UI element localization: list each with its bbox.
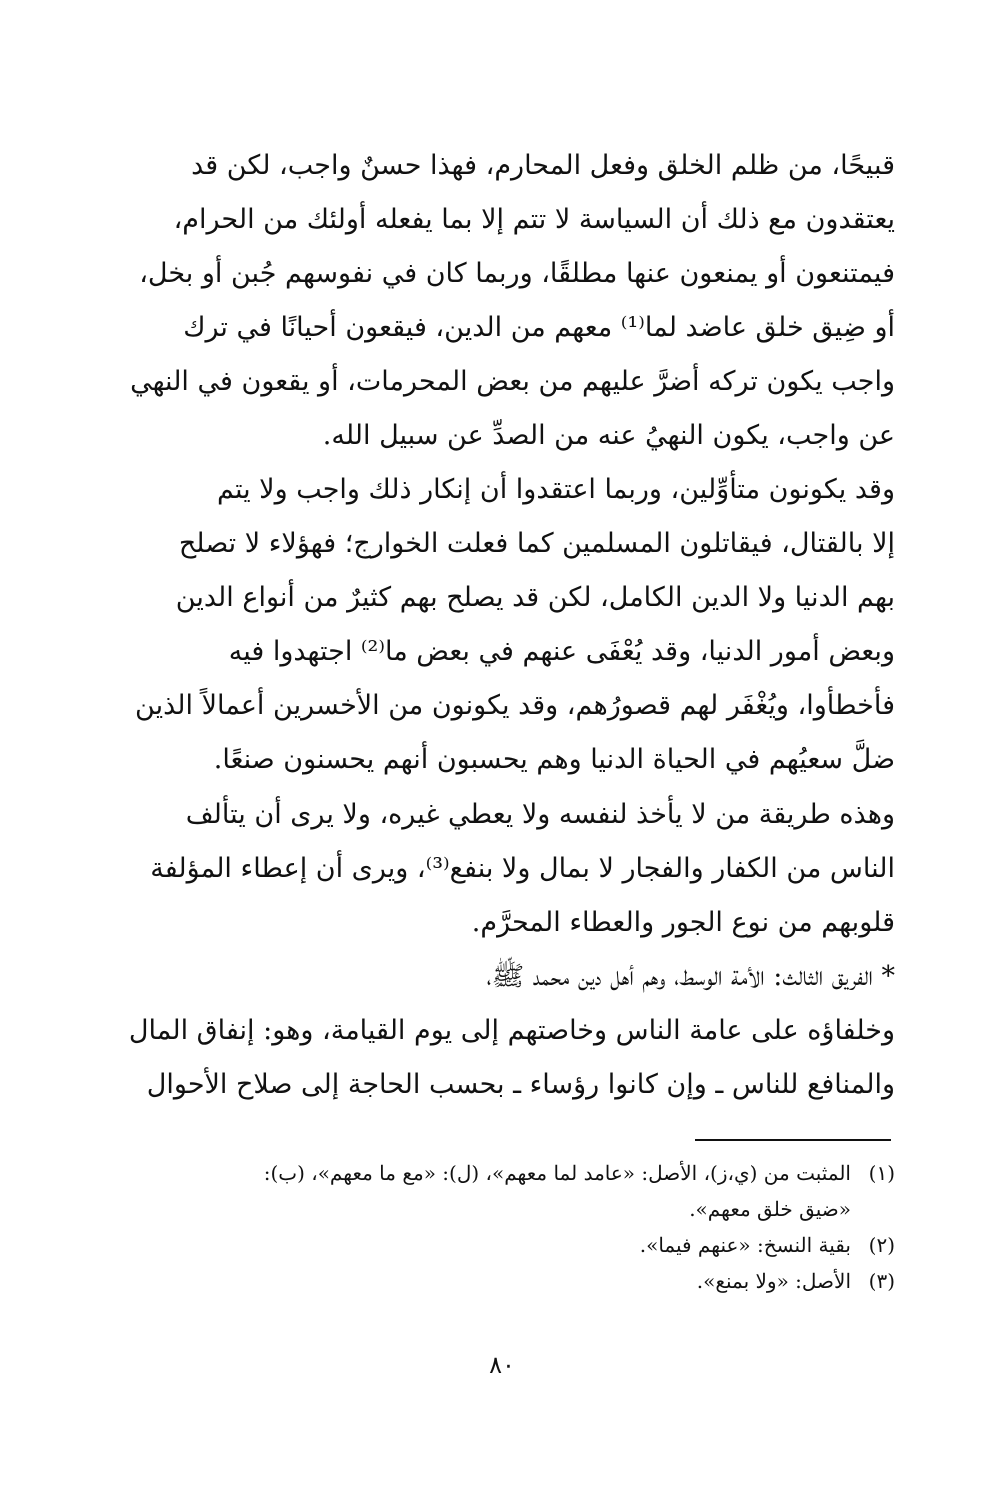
footnote-text: بقية النسخ: «عنهم فيما». [639,1233,851,1257]
footnote-1-continued [100,1191,895,1227]
footnote-number: (١) [868,1161,895,1185]
text-line: الناس من الكفار والفجار لا بمال ولا بنفع⁽³⁾، ويرى أن إعطاء المؤلفة [150,853,895,884]
paragraph-2 [100,463,895,787]
footnote-2 [100,1227,895,1263]
text-line: فيمتنعون أو يمنعون عنها مطلقًا، وربما كان في نفوسهم جُبن أو بخل، [139,258,895,289]
text-line: وهذه طريقة من لا يأخذ لنفسه ولا يعطي غيره، ولا يرى أن يتألف [185,799,895,830]
text-line: بهم الدنيا ولا الدين الكامل، لكن قد يصلح بهم كثيرٌ من أنواع الدين [175,582,895,613]
text-line: والمنافع للناس ـ وإن كانوا رؤساء ـ بحسب الحاجة إلى صلاح الأحوال [146,1069,895,1100]
text-line: ضلَّ سعيُهم في الحياة الدنيا وهم يحسبون أنهم يحسنون صنعًا. [213,744,895,775]
footnote-3 [100,1263,895,1299]
text-line: وبعض أمور الدنيا، وقد يُعْفَى عنهم في بعض ما⁽²⁾ اجتهدوا فيه [228,636,895,667]
text-line: قبيحًا، من ظلم الخلق وفعل المحارم، فهذا حسنٌ واجب، لكن قد [191,150,895,181]
page-number: ٨٠ [489,1351,515,1379]
text-line: قلوبهم من نوع الجور والعطاء المحرَّم. [471,907,895,938]
text-line: فأخطأوا، ويُغْفَر لهم قصورُهم، وقد يكونون من الأخسرين أعمالاً الذين [135,690,895,721]
footnote-1 [100,1155,895,1191]
footnote-text: الأصل: «ولا بمنع». [696,1269,851,1293]
footnotes [100,1155,895,1299]
footnote-number: (٣) [868,1269,895,1293]
footnote-text: المثبت من (ي،ز)، الأصل: «عامد لما معهم»، (ل): «مع ما معهم»، (ب): [263,1161,851,1185]
text-line: وخلفاؤه على عامة الناس وخاصتهم إلى يوم القيامة، وهو: إنفاق المال [128,1015,895,1046]
text-line: عن واجب، يكون النهيُ عنه من الصدِّ عن سبيل الله. [322,420,895,451]
text-line: يعتقدون مع ذلك أن السياسة لا تتم إلا بما يفعله أولئك من الحرام، [173,204,895,235]
text-line: إلا بالقتال، فيقاتلون المسلمين كما فعلت الخوارج؛ فهؤلاء لا تصلح [178,528,895,559]
text-line: وقد يكونون متأوِّلين، وربما اعتقدوا أن إنكار ذلك واجب ولا يتم [216,474,895,505]
footnote-number: (٢) [868,1233,895,1257]
text-line: واجب يكون تركه أضرَّ عليهم من بعض المحرمات، أو يقعون في النهي [130,366,895,397]
paragraph-1 [100,139,895,463]
text-line: أو ضِيق خلق عاضد لما⁽¹⁾ معهم من الدين، فيقعون أحيانًا في ترك [183,312,895,343]
paragraph-3 [100,788,895,950]
paragraph-4 [100,950,895,1112]
footnote-text: «ضيق خلق معهم». [689,1197,851,1221]
footnote-separator [695,1139,891,1141]
text-line: * الفريق الثالث: الأمة الوسط، وهم أهل دين محمد ﷺ، [486,961,895,992]
